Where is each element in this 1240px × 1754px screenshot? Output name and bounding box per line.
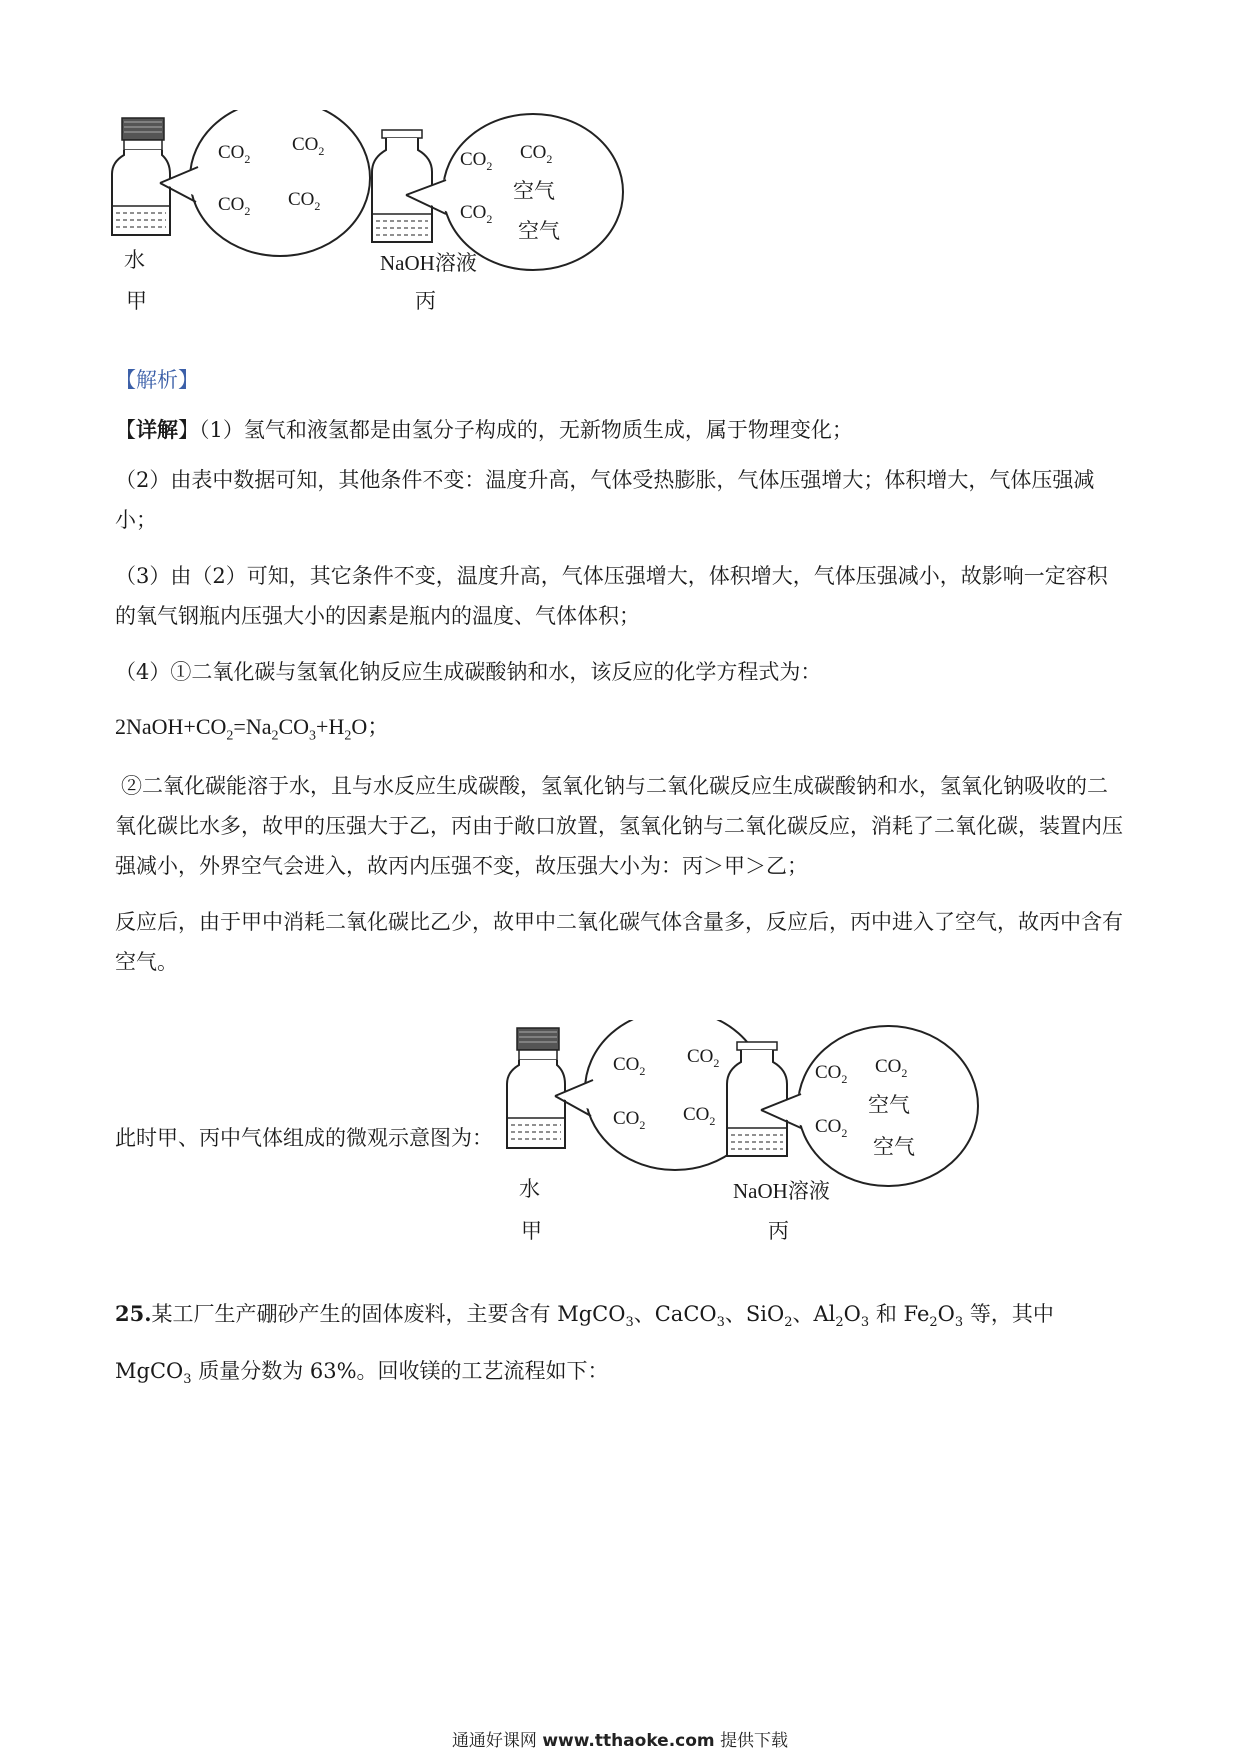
co2-label: $CO_2$	[815, 1062, 848, 1086]
jia-liquid-label: 水	[519, 1177, 540, 1201]
co2-label: $CO_2$	[613, 1108, 646, 1132]
air-label: 空气	[513, 179, 555, 203]
footer-site-name: 通通好课网	[451, 1731, 537, 1751]
co2-label: $CO_2$	[292, 134, 325, 158]
question-25: 25.某工厂生产硼砂产生的固体废料，主要含有 MgCO$_3$、CaCO$_3$、SiO$_2$、$Al_2O_3$ 和 $Fe_2O_3$ 等，其中 MgCO$_3$ 质量分数为 63%。回收镁的工艺流程如下：	[115, 1301, 1054, 1388]
detail-p3: （3）由（2）可知，其它条件不变，温度升高，气体压强增大，体积增大，气体压强减小，故影响一定容积的氧气钢瓶内压强大小的因素是瓶内的温度、气体体积；	[115, 564, 1108, 628]
detail-p1: 【详解】（1）氢气和液氢都是由氢分子构成的，无新物质生成，属于物理变化；	[115, 417, 853, 442]
jar-jia-middle	[507, 1028, 565, 1148]
detail-p5: ②二氧化碳能溶于水，且与水反应生成碳酸，氢氧化钠与二氧化碳反应生成碳酸钠和水，氢氧化钠吸收的二氧化碳比水多，故甲的压强大于乙，丙由于敞口放置，氢氧化钠与二氧化碳反应，消耗了二氧化碳，装置内压强减小，外界空气会进入，故丙内压强不变，故压强大小为：丙＞甲＞乙；	[115, 774, 1123, 878]
co2-label: $CO_2$	[288, 189, 321, 213]
air-label: 空气	[868, 1093, 910, 1117]
air-label: 空气	[518, 219, 560, 243]
bing-liquid-label: NaOH溶液	[733, 1179, 830, 1203]
bing-liquid-label: NaOH溶液	[380, 251, 477, 275]
co2-label: $CO_2$	[520, 142, 553, 166]
diagram-middle	[505, 1020, 1075, 1260]
co2-label: $CO_2$	[815, 1116, 848, 1140]
jiexi-label: 【解析】	[115, 368, 199, 392]
co2-label: $CO_2$	[687, 1046, 720, 1070]
bing-name-label: 丙	[415, 289, 436, 313]
detail-p2: （2）由表中数据可知，其他条件不变：温度升高，气体受热膨胀，气体压强增大；体积增大，气体压强减小；	[115, 468, 1095, 532]
co2-label: $CO_2$	[875, 1056, 908, 1080]
jar-jia-top	[112, 118, 170, 235]
jia-liquid-label: 水	[124, 248, 145, 272]
co2-label: $CO_2$	[460, 149, 493, 173]
co2-label: $CO_2$	[613, 1054, 646, 1078]
detail-p4: （4）①二氧化碳与氢氧化钠反应生成碳酸钠和水，该反应的化学方程式为：	[115, 660, 822, 684]
jia-name-label: 甲	[126, 289, 147, 313]
bing-name-label: 丙	[768, 1219, 789, 1243]
co2-label: $CO_2$	[460, 202, 493, 226]
footer-download-text: 提供下载	[720, 1731, 789, 1751]
detail-p7: 此时甲、丙中气体组成的微观示意图为：	[115, 1126, 493, 1150]
page-footer	[0, 1726, 1240, 1751]
co2-label: $CO_2$	[683, 1104, 716, 1128]
diagram-top	[110, 110, 680, 340]
detail-p6: 反应后，由于甲中消耗二氧化碳比乙少，故甲中二氧化碳气体含量多，反应后，丙中进入了空气，故丙中含有空气。	[115, 910, 1123, 974]
jar-bing-top	[372, 130, 432, 242]
air-label: 空气	[873, 1135, 915, 1159]
bubble-jia-top	[190, 110, 370, 256]
footer-url[interactable]: www.tthaoke.com	[542, 1731, 715, 1751]
co2-label: $CO_2$	[218, 194, 251, 218]
jia-name-label: 甲	[521, 1219, 542, 1243]
co2-label: $CO_2$	[218, 142, 251, 166]
chemical-equation: $2NaOH+CO_2=Na_2CO_3+H_2O$；	[115, 714, 390, 744]
